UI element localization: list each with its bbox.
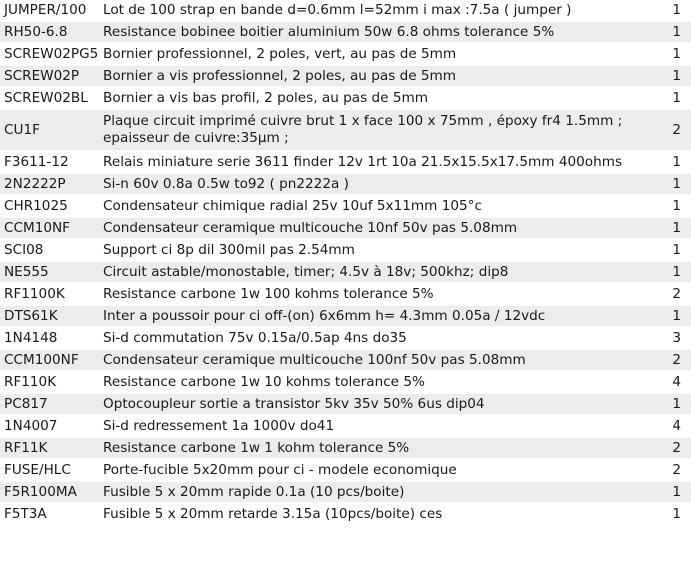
part-quantity: 4 — [672, 418, 681, 434]
part-reference: SCREW02PG5 — [4, 46, 99, 62]
table-row — [0, 240, 691, 260]
part-description: Si-n 60v 0.8a 0.5w to92 ( pn2222a ) — [99, 174, 661, 194]
part-description: Bornier a vis bas profil, 2 poles, au pas de 5mm — [103, 90, 428, 106]
part-quantity: 1 — [672, 506, 681, 522]
part-description: Si-d commutation 75v 0.15a/0.5ap 4ns do35 — [103, 330, 407, 346]
part-description: Condensateur ceramique multicouche 100nf 50v pas 5.08mm — [99, 350, 661, 370]
part-quantity: 1 — [661, 306, 691, 326]
part-reference: 1N4148 — [4, 330, 58, 346]
part-quantity: 1 — [672, 46, 681, 62]
part-quantity: 1 — [672, 242, 681, 258]
table-row — [0, 88, 691, 108]
part-reference: RF110K — [4, 374, 57, 390]
part-quantity: 1 — [672, 154, 681, 170]
table-row — [0, 218, 691, 238]
part-description: Relais miniature serie 3611 finder 12v 1rt 10a 21.5x15.5x17.5mm 400ohms — [103, 154, 623, 170]
table-row — [0, 110, 691, 150]
part-quantity: 2 — [672, 286, 681, 302]
part-reference: F5T3A — [4, 506, 47, 522]
part-reference: SCREW02BL — [4, 90, 88, 106]
part-quantity: 1 — [661, 262, 691, 282]
table-row — [0, 66, 691, 86]
part-description: Resistance carbone 1w 1 kohm tolerance 5% — [99, 438, 661, 458]
table-row — [0, 350, 691, 370]
part-quantity: 2 — [672, 462, 681, 478]
part-quantity: 1 — [661, 218, 691, 238]
part-quantity: 1 — [672, 198, 681, 214]
table-row — [0, 504, 691, 524]
part-reference: FUSE/HLC — [4, 462, 71, 478]
part-description: Circuit astable/monostable, timer; 4.5v à 18v; 500khz; dip8 — [99, 262, 661, 282]
part-reference: CCM100NF — [0, 350, 99, 370]
part-quantity: 2 — [661, 438, 691, 458]
part-description: Fusible 5 x 20mm retarde 3.15a (10pcs/boite) ces — [103, 506, 443, 522]
part-reference: PC817 — [0, 394, 99, 414]
table-row — [0, 328, 691, 348]
part-description: Bornier a vis professionnel, 2 poles, au pas de 5mm — [99, 66, 661, 86]
table-row — [0, 482, 691, 502]
part-description: Support ci 8p dil 300mil pas 2.54mm — [103, 242, 355, 258]
table-row — [0, 152, 691, 172]
part-reference: NE555 — [0, 262, 99, 282]
part-quantity: 2 — [661, 110, 691, 150]
part-description: Inter a poussoir pour ci off-(on) 6x6mm h= 4.3mm 0.05a / 12vdc — [99, 306, 661, 326]
part-description: Plaque circuit imprimé cuivre brut 1 x face 100 x 75mm , époxy fr4 1.5mm ; epaisseur de cuivre:35µm ; — [99, 110, 661, 150]
part-description: Porte-fucible 5x20mm pour ci - modele economique — [103, 462, 457, 478]
table-row — [0, 416, 691, 436]
part-description: Resistance carbone 1w 100 kohms tolerance 5% — [103, 286, 434, 302]
part-quantity: 1 — [661, 22, 691, 42]
part-reference: RH50-6.8 — [0, 22, 99, 42]
part-description: Lot de 100 strap en bande d=0.6mm l=52mm i max :7.5a ( jumper ) — [103, 2, 572, 18]
part-reference: 1N4007 — [4, 418, 58, 434]
part-reference: RF11K — [0, 438, 99, 458]
table-row — [0, 306, 691, 326]
table-row — [0, 460, 691, 480]
part-quantity: 1 — [672, 2, 681, 18]
part-description: Optocoupleur sortie a transistor 5kv 35v 50% 6us dip04 — [99, 394, 661, 414]
table-row — [0, 0, 691, 20]
part-description: Condensateur ceramique multicouche 10nf 50v pas 5.08mm — [99, 218, 661, 238]
part-reference: RF1100K — [4, 286, 65, 302]
part-reference: F5R100MA — [0, 482, 99, 502]
part-quantity: 2 — [661, 350, 691, 370]
part-description: Condensateur chimique radial 25v 10uf 5x11mm 105°c — [103, 198, 482, 214]
part-quantity: 3 — [672, 330, 681, 346]
table-row — [0, 262, 691, 282]
table-row — [0, 438, 691, 458]
part-quantity: 1 — [661, 66, 691, 86]
table-row — [0, 196, 691, 216]
part-reference: SCI08 — [4, 242, 44, 258]
part-reference: CHR1025 — [4, 198, 68, 214]
part-quantity: 1 — [672, 90, 681, 106]
part-quantity: 1 — [661, 394, 691, 414]
part-reference: JUMPER/100 — [4, 2, 87, 18]
part-description: Si-d redressement 1a 1000v do41 — [103, 418, 335, 434]
table-row — [0, 174, 691, 194]
part-quantity: 1 — [661, 482, 691, 502]
part-reference: SCREW02P — [0, 66, 99, 86]
table-row — [0, 44, 691, 64]
part-description: Resistance carbone 1w 10 kohms tolerance 5% — [103, 374, 425, 390]
part-reference: CU1F — [0, 110, 99, 150]
part-description: Fusible 5 x 20mm rapide 0.1a (10 pcs/boite) — [99, 482, 661, 502]
part-reference: 2N2222P — [0, 174, 99, 194]
table-row — [0, 372, 691, 392]
table-row — [0, 284, 691, 304]
part-quantity: 1 — [661, 174, 691, 194]
table-row — [0, 22, 691, 42]
part-quantity: 4 — [672, 374, 681, 390]
part-reference: CCM10NF — [0, 218, 99, 238]
part-reference: DTS61K — [0, 306, 99, 326]
part-description: Resistance bobinee boitier aluminium 50w 6.8 ohms tolerance 5% — [99, 22, 661, 42]
part-reference: F3611-12 — [4, 154, 69, 170]
part-description: Bornier professionnel, 2 poles, vert, au pas de 5mm — [103, 46, 457, 62]
table-row — [0, 394, 691, 414]
